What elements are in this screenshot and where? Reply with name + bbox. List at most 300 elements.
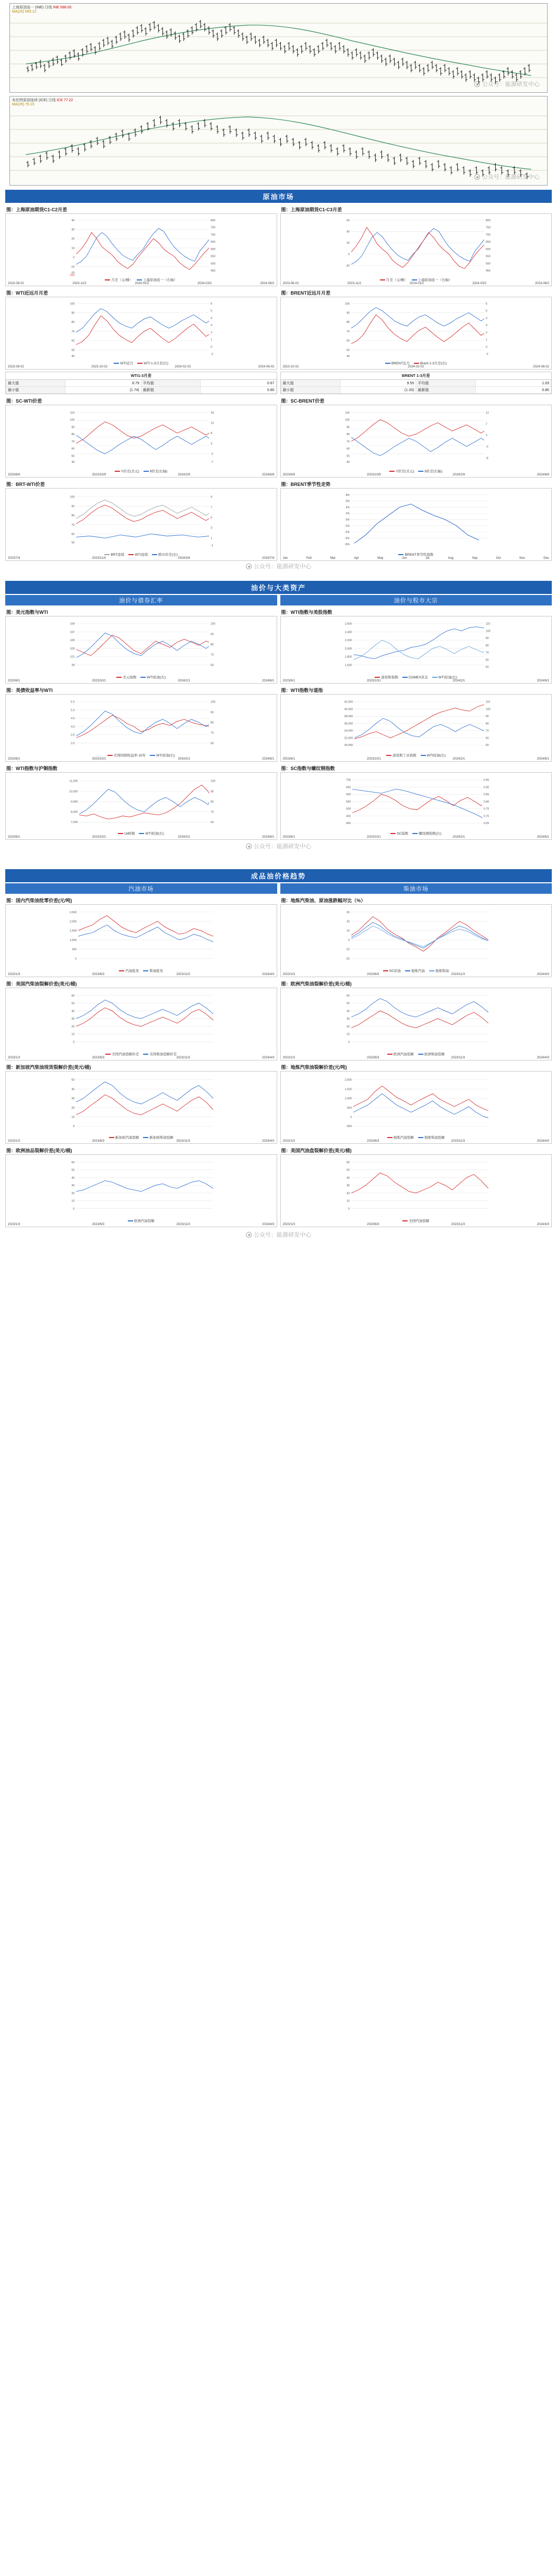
chart-title: 图：美国汽油盘裂解价差(美元/桶)	[281, 1148, 352, 1153]
chart-title: 图：WTI指数与道指	[281, 688, 323, 693]
legend-item: 道琼斯工业指数	[386, 753, 417, 757]
chart-sh-crude-c1c3	[280, 213, 552, 286]
table-row: 最小值 (1.33) 最新值 0.80	[281, 387, 551, 394]
chart-xaxis: 2023-10-02 2024-02-02 2024-06-02	[282, 365, 549, 369]
candle-header-2	[10, 96, 547, 103]
svg-text:10: 10	[71, 1199, 75, 1203]
watermark-logo-icon	[474, 81, 480, 87]
chart-xaxis: 2023/1/3 2023/6/3 2023/11/3 2024/4/3	[8, 1223, 275, 1226]
chart-cell-domestic-retail	[5, 896, 277, 977]
chart-cell-us-crack	[5, 979, 277, 1060]
svg-text:2: 2	[485, 331, 487, 334]
legend-item: BRENT季节性指数	[398, 552, 433, 557]
chart-legend	[282, 674, 551, 679]
svg-text:-20: -20	[345, 264, 350, 268]
chart-legend	[7, 674, 276, 679]
svg-text:-2%: -2%	[344, 524, 350, 528]
svg-text:-20: -20	[70, 272, 75, 275]
svg-text:0%: 0%	[345, 518, 350, 522]
svg-text:0: 0	[73, 1125, 75, 1129]
svg-text:50: 50	[71, 349, 75, 352]
svg-text:50: 50	[71, 541, 75, 545]
subbanner-diesel: 柴油市场	[280, 883, 552, 894]
svg-text:50: 50	[71, 1078, 75, 1082]
chart-sc-vs-rebar	[280, 772, 552, 840]
svg-text:0: 0	[485, 345, 487, 349]
svg-text:30: 30	[71, 1097, 75, 1101]
svg-text:0.80: 0.80	[483, 800, 489, 804]
legend-item: 美国国债收益率-10年	[107, 753, 146, 757]
watermark	[246, 842, 311, 850]
chart-domestic-gasoline-diesel-retail	[5, 904, 277, 977]
chart-xaxis: 2023/6/9 2023/10/9 2024/2/9 2024/6/9	[282, 473, 549, 477]
assets-subbanners	[5, 595, 552, 605]
svg-text:-4%: -4%	[344, 531, 350, 534]
svg-text:3.0: 3.0	[71, 742, 75, 745]
svg-text:450: 450	[485, 269, 490, 273]
chart-cell-eu-crack	[280, 979, 552, 1060]
legend-item: 美国汽油裂解	[402, 1218, 429, 1223]
chart-legend	[7, 1134, 276, 1140]
svg-text:30: 30	[71, 1184, 75, 1188]
svg-text:1,800: 1,800	[344, 655, 352, 659]
chart-wti-vs-stock-index	[280, 616, 552, 684]
svg-text:0.65: 0.65	[483, 822, 489, 826]
svg-text:750: 750	[211, 226, 215, 230]
chart-brent-seasonality	[280, 488, 552, 561]
chart-legend	[7, 468, 276, 473]
chart-cell-sc-wti	[5, 396, 277, 478]
chart-cell-sh-crude-c1c2	[5, 205, 277, 286]
chart-cell-usd-wti	[5, 608, 277, 684]
svg-text:110: 110	[70, 411, 75, 415]
svg-text:1,000: 1,000	[344, 1097, 352, 1101]
svg-text:80: 80	[210, 643, 214, 647]
chart-cell-wti-stocks	[280, 608, 552, 684]
legend-item: 地炼柴油	[429, 968, 449, 973]
svg-text:60: 60	[346, 994, 350, 998]
svg-text:60: 60	[71, 994, 75, 998]
svg-text:-20: -20	[345, 957, 350, 961]
svg-text:2,600: 2,600	[344, 622, 352, 626]
svg-text:500: 500	[72, 948, 77, 951]
svg-text:70: 70	[71, 440, 75, 443]
svg-text:101: 101	[70, 655, 75, 659]
svg-text:50: 50	[71, 1168, 75, 1172]
stats-title: BRENT 1-3月差	[281, 372, 552, 380]
svg-text:2,500: 2,500	[69, 911, 77, 914]
svg-text:110: 110	[485, 700, 490, 704]
candle-canvas-1	[10, 14, 547, 92]
chart-brt-wti-spread	[5, 488, 277, 561]
svg-text:60: 60	[71, 1161, 75, 1164]
svg-text:90: 90	[71, 505, 75, 508]
svg-text:20: 20	[346, 242, 350, 245]
svg-text:550: 550	[346, 800, 351, 804]
chart-sg-gasoline-crack	[5, 1071, 277, 1144]
watermark	[474, 172, 540, 181]
legend-item: WTI近月	[114, 361, 133, 365]
subbanner-gasoline: 汽油市场	[5, 883, 277, 894]
svg-text:2,000: 2,000	[344, 647, 352, 651]
svg-text:1,000: 1,000	[69, 938, 77, 942]
svg-text:750: 750	[485, 226, 490, 230]
chart-cell-sg-crack	[5, 1063, 277, 1144]
svg-text:70: 70	[485, 651, 489, 655]
legend-item: 欧洲柴油裂解	[418, 1052, 445, 1056]
svg-text:20: 20	[346, 1192, 350, 1195]
svg-text:50: 50	[485, 744, 489, 748]
chart-cell-wti-copper	[5, 764, 277, 840]
svg-text:109: 109	[70, 622, 75, 626]
svg-text:80: 80	[346, 321, 350, 324]
svg-text:100: 100	[210, 622, 215, 626]
legend-item: 美元指数	[116, 675, 136, 679]
legend-item: WTI原油(右)	[140, 675, 166, 679]
section-banner-products: 成品油价格趋势	[5, 869, 552, 882]
chart-title: 图：BRENT近远月月差	[281, 290, 331, 296]
chart-xaxis: 2023-06-02 2023-10-02 2024-02-02 2024-06-02	[8, 365, 275, 369]
svg-text:100: 100	[344, 302, 350, 306]
svg-text:105: 105	[70, 639, 75, 643]
svg-text:20: 20	[71, 1106, 75, 1110]
chart-legend	[7, 551, 276, 557]
chart-title: 图：欧洲汽柴油裂解价差(美元/桶)	[281, 981, 352, 987]
watermark-text: 公众号：能源研发中心	[482, 174, 540, 180]
watermark-text: 公众号：能源研发中心	[482, 81, 540, 88]
chart-title: 图：地炼汽柴油裂解价差(元/吨)	[281, 1065, 347, 1070]
chart-xaxis: 2023/6/1 2023/10/1 2024/2/1 2024/6/1	[282, 679, 549, 683]
chart-xaxis: 2023/1/3 2023/6/3 2023/11/3 2024/4/3	[8, 973, 275, 976]
watermark-text: 公众号：能源研发中心	[254, 1232, 311, 1238]
svg-text:5: 5	[485, 309, 487, 313]
svg-text:20: 20	[346, 920, 350, 924]
legend-item: 月差（元/桶）	[105, 277, 133, 282]
candle-header-text: 上海原油连一 (INE) 日线	[12, 6, 52, 9]
svg-text:90: 90	[346, 426, 350, 429]
legend-item: 欧洲汽油裂解	[128, 1218, 155, 1223]
chart-legend	[282, 830, 551, 836]
svg-text:2%: 2%	[345, 512, 350, 516]
svg-text:7: 7	[211, 506, 213, 510]
chart-legend	[7, 968, 276, 973]
svg-text:700: 700	[211, 233, 215, 237]
svg-text:90: 90	[210, 711, 214, 715]
chart-legend	[282, 277, 551, 282]
svg-text:30: 30	[346, 1184, 350, 1188]
svg-text:0: 0	[347, 253, 350, 256]
svg-text:11,000: 11,000	[69, 780, 78, 783]
legend-item: 柴油批发	[143, 968, 163, 973]
chart-brent-near-month-spread	[280, 297, 552, 370]
svg-text:60: 60	[485, 658, 489, 662]
chart-us-gasoline-crack	[5, 988, 277, 1060]
svg-text:40: 40	[71, 1088, 75, 1091]
legend-item: 地炼柴油裂解	[418, 1135, 445, 1140]
svg-text:30: 30	[346, 1018, 350, 1021]
svg-text:32,000: 32,000	[344, 737, 353, 740]
svg-text:3: 3	[211, 442, 213, 446]
svg-text:700: 700	[346, 778, 351, 782]
svg-text:80: 80	[71, 514, 75, 518]
candlestick-chart-1	[9, 3, 548, 93]
svg-text:10: 10	[71, 1116, 75, 1119]
table-row: 最大值 9.55 平均值 1.03	[281, 380, 551, 387]
svg-text:60: 60	[210, 742, 214, 745]
chart-europe-gasoline-crack	[280, 988, 552, 1060]
legend-item: WTI原油(右)	[421, 753, 446, 757]
svg-text:40: 40	[346, 355, 350, 359]
legend-item: WTI原油(右)	[139, 831, 164, 836]
svg-text:1: 1	[211, 537, 213, 540]
svg-text:0: 0	[73, 1041, 75, 1044]
chart-title: 图：美国汽柴油裂解价差(美元/桶)	[6, 981, 77, 987]
svg-text:500: 500	[346, 1106, 352, 1110]
chart-cell-brent-spread	[280, 288, 552, 370]
chart-legend	[282, 1218, 551, 1223]
svg-text:10: 10	[346, 929, 350, 933]
svg-text:400: 400	[346, 822, 351, 826]
candle-header-price: INE 588.00	[53, 6, 72, 9]
svg-text:0.75: 0.75	[483, 807, 489, 811]
svg-text:10: 10	[346, 1199, 350, 1203]
svg-text:10: 10	[71, 246, 75, 250]
svg-text:0: 0	[75, 957, 77, 961]
chart-xaxis: 2023/1/3 2023/6/3 2023/11/3 2024/4/3	[282, 1056, 549, 1059]
svg-text:0: 0	[73, 256, 75, 259]
svg-text:0: 0	[73, 1207, 75, 1211]
svg-text:7,000: 7,000	[70, 821, 78, 825]
chart-title: 图：SC-WTI价差	[6, 398, 42, 404]
svg-text:100: 100	[70, 418, 75, 422]
watermark	[246, 1230, 311, 1239]
chart-title: 图：BRT-WTI价差	[6, 482, 45, 487]
svg-text:1,500: 1,500	[344, 1088, 352, 1091]
chart-xaxis: 2023/1/3 2023/6/3 2023/11/3 2024/4/3	[282, 1223, 549, 1226]
chart-xaxis: 2023/6/1 2023/10/1 2024/2/1 2024/6/1	[8, 836, 275, 839]
svg-text:2: 2	[211, 331, 213, 334]
svg-text:-2: -2	[211, 353, 213, 356]
svg-text:40: 40	[71, 1010, 75, 1013]
svg-text:13: 13	[211, 421, 214, 425]
section-banner-crude: 原油市场	[5, 190, 552, 203]
svg-text:8,000: 8,000	[70, 810, 78, 814]
svg-text:-10: -10	[70, 265, 75, 269]
watermark	[246, 562, 311, 570]
chart-sh-crude-c1c2	[5, 213, 277, 286]
svg-text:60: 60	[485, 737, 489, 740]
svg-text:500: 500	[346, 807, 351, 811]
svg-text:2: 2	[485, 434, 487, 438]
svg-text:103: 103	[70, 647, 75, 651]
chart-xaxis: 2023/6/1 2023/10/1 2024/2/1 2024/6/1	[282, 836, 549, 839]
candlestick-chart-2	[9, 96, 548, 186]
svg-text:3: 3	[211, 526, 213, 530]
svg-text:42,000: 42,000	[344, 700, 353, 704]
legend-item: Y价差(美元)	[389, 469, 414, 473]
watermark-logo-icon	[246, 843, 252, 849]
svg-text:60: 60	[346, 447, 350, 451]
svg-text:0.70: 0.70	[483, 815, 489, 818]
svg-text:70: 70	[346, 330, 350, 333]
section-banner-assets: 油价与大类资产	[5, 581, 552, 594]
svg-text:0: 0	[347, 1041, 350, 1044]
chart-xaxis: 2023/6/1 2023/10/1 2024/2/1 2024/6/1	[8, 679, 275, 683]
legend-item: 地炼汽油裂解	[387, 1135, 414, 1140]
chart-cell-wti-spread	[5, 288, 277, 370]
chart-domestic-diesel-crack	[280, 1071, 552, 1144]
svg-text:10: 10	[346, 1033, 350, 1036]
svg-text:50: 50	[485, 666, 489, 669]
chart-us-fuel-oil-crack	[280, 1154, 552, 1227]
chart-wti-vs-copper	[5, 772, 277, 840]
candle-header-text: 布伦特原油连续 (ICE) 日线	[12, 99, 56, 102]
chart-xaxis: 2023/7/4 2023/11/4 2024/3/4 2024/7/4	[8, 557, 275, 560]
svg-text:5.0: 5.0	[71, 709, 75, 712]
crude-panel	[5, 205, 552, 571]
chart-cell-wti-dow	[280, 686, 552, 762]
svg-text:18: 18	[211, 411, 214, 415]
svg-text:0: 0	[347, 938, 350, 942]
legend-item: 美国柴油裂解价差	[143, 1052, 177, 1056]
svg-text:6%: 6%	[345, 500, 350, 503]
svg-text:70: 70	[210, 653, 214, 657]
svg-text:36,000: 36,000	[344, 722, 353, 726]
svg-text:40: 40	[346, 1010, 350, 1013]
legend-item: 美国汽油裂解价差	[105, 1052, 139, 1056]
chart-legend	[282, 360, 551, 365]
svg-text:70: 70	[71, 523, 75, 527]
svg-text:4.5: 4.5	[71, 717, 75, 721]
assets-panel	[5, 608, 552, 851]
svg-text:40: 40	[71, 355, 75, 359]
chart-xaxis: 2023/1/3 2023/6/3 2023/11/3 2024/4/3	[282, 973, 549, 976]
svg-text:40,000: 40,000	[344, 708, 353, 711]
chart-xaxis: 2023/1/3 2023/6/3 2023/11/3 2024/4/3	[8, 1140, 275, 1143]
svg-text:50: 50	[71, 1002, 75, 1005]
legend-item: 欧洲汽油裂解	[387, 1052, 414, 1056]
svg-text:3: 3	[211, 324, 213, 328]
chart-cell-domestic-crack	[280, 1063, 552, 1144]
svg-text:70: 70	[346, 440, 350, 443]
legend-item: SC指数	[390, 831, 408, 836]
svg-text:2,000: 2,000	[344, 1078, 352, 1082]
chart-cell-eu-jet	[5, 1146, 277, 1227]
chart-title: 图：新加坡汽柴油现货裂解价差(美元/桶)	[6, 1065, 91, 1070]
svg-text:107: 107	[70, 631, 75, 634]
svg-text:9: 9	[211, 495, 213, 499]
legend-item: 新加坡汽油裂解	[109, 1135, 139, 1140]
chart-xaxis: 2023/1/3 2023/6/3 2023/11/3 2024/4/3	[8, 1056, 275, 1059]
svg-text:-8%: -8%	[344, 543, 350, 547]
legend-item: 9价差(右轴)	[144, 469, 168, 473]
chart-wti-near-month-spread	[5, 297, 277, 370]
svg-text:60: 60	[210, 664, 214, 667]
svg-text:50: 50	[346, 1168, 350, 1172]
svg-text:90: 90	[210, 633, 214, 636]
svg-text:30: 30	[71, 1018, 75, 1021]
svg-text:20: 20	[346, 1025, 350, 1029]
chart-xaxis: 2023/6/9 2023/10/9 2024/2/9 2024/6/9	[8, 473, 275, 477]
svg-text:4: 4	[485, 317, 487, 320]
svg-text:2,200: 2,200	[344, 639, 352, 643]
chart-legend	[282, 1051, 551, 1056]
svg-text:1,600: 1,600	[344, 664, 352, 667]
chart-title: 图：WTI指数与美股指数	[281, 610, 332, 615]
subbanner-bonds-fx: 油价与债券汇率	[5, 595, 277, 605]
chart-cell-sh-crude-c1c3	[280, 205, 552, 286]
spread-stats-row	[5, 372, 552, 394]
svg-text:450: 450	[346, 815, 351, 818]
legend-item: Brent 1-3月差(右)	[414, 361, 447, 365]
svg-text:10: 10	[71, 1033, 75, 1036]
candle-canvas-2	[10, 106, 547, 185]
svg-text:90: 90	[485, 715, 489, 719]
legend-item: 上海原油连一（右轴）	[412, 277, 452, 282]
chart-legend	[7, 830, 276, 836]
table-row: 最大值 8.79 平均值 0.67	[6, 380, 277, 387]
table-row: 最小值 (1.74) 最新值 0.80	[6, 387, 277, 394]
svg-text:600: 600	[485, 247, 490, 251]
svg-text:20: 20	[71, 1192, 75, 1195]
legend-item: 地炼汽油	[405, 968, 425, 973]
svg-text:8%: 8%	[345, 493, 350, 497]
svg-text:6: 6	[211, 302, 213, 306]
chart-title: 图：欧洲油品裂解价差(美元/桶)	[6, 1148, 72, 1153]
svg-text:50: 50	[346, 349, 350, 352]
svg-text:550: 550	[211, 255, 215, 258]
stats-title: WTI1-3月差	[6, 372, 277, 380]
svg-text:50: 50	[71, 454, 75, 458]
svg-text:0: 0	[350, 1116, 352, 1119]
svg-text:100: 100	[210, 780, 215, 783]
legend-item: 9价差(右轴)	[418, 469, 442, 473]
svg-text:500: 500	[485, 262, 490, 266]
svg-text:(30): (30)	[70, 274, 75, 277]
svg-text:0: 0	[211, 345, 213, 349]
svg-text:100: 100	[485, 630, 490, 633]
chart-title: 图：BRENT季节性走势	[281, 482, 331, 487]
svg-text:30: 30	[346, 911, 350, 914]
svg-text:1: 1	[211, 338, 213, 342]
svg-text:60: 60	[71, 533, 75, 536]
legend-item: 螺纹钢指数(右)	[412, 831, 441, 836]
svg-text:700: 700	[485, 233, 490, 237]
svg-text:100: 100	[70, 302, 75, 306]
svg-text:38,000: 38,000	[344, 715, 353, 719]
legend-item: SC原油	[383, 968, 401, 973]
svg-text:100: 100	[210, 700, 215, 704]
svg-text:50: 50	[346, 454, 350, 458]
svg-text:99: 99	[71, 664, 75, 667]
chart-legend	[7, 752, 276, 757]
chart-xaxis: 2023/6/1 2023/10/1 2024/2/1 2024/6/1	[8, 757, 275, 761]
chart-wti-vs-gold	[280, 694, 552, 762]
svg-text:-2: -2	[485, 353, 488, 356]
legend-item: COMEX黄金	[402, 675, 428, 679]
chart-xaxis: 2023/6/1 2023/10/1 2024/2/1 2024/6/1	[282, 757, 549, 761]
chart-legend	[282, 1134, 551, 1140]
chart-legend	[7, 277, 276, 282]
svg-text:40: 40	[71, 219, 75, 222]
svg-text:10,000: 10,000	[69, 790, 78, 794]
svg-text:1: 1	[485, 338, 487, 342]
svg-text:60: 60	[71, 447, 75, 451]
svg-text:110: 110	[485, 622, 490, 626]
chart-title: 图：WTI指数与沪铜指数	[6, 766, 58, 771]
svg-text:70: 70	[485, 729, 489, 733]
svg-text:4%: 4%	[345, 506, 350, 510]
